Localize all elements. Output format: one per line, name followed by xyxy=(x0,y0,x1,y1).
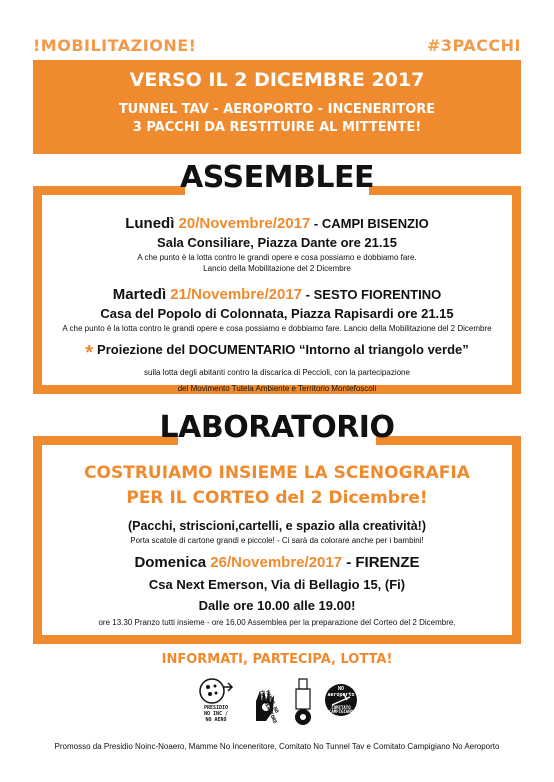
header-banner xyxy=(33,60,521,154)
event-2-day-number: 21 xyxy=(170,286,187,303)
event-2-sep-2: / xyxy=(264,286,269,303)
laboratorio-day: Domenica xyxy=(134,554,211,571)
logos-row xyxy=(190,677,370,727)
event-1-city: - CAMPI BISENZIO xyxy=(310,216,429,231)
event-1-day: Lunedì xyxy=(125,215,179,232)
event-1-note-2: Lancio della Mobilitazione del 2 Dicembre xyxy=(203,264,351,273)
event-1-year: 2017 xyxy=(276,215,311,232)
presidio-logo xyxy=(198,677,234,727)
event-2-note: A che punto è la lotta contro le grandi opere e cosa possiamo e dobbiamo fare. Lancio della Mobilitazione del 2 Dicembre xyxy=(62,324,492,333)
laboratorio-day-number: 26 xyxy=(210,554,227,571)
assemblee-title: ASSEMBLEE xyxy=(180,160,374,195)
mamme-logo-text: MAMME NO INCENERITORE xyxy=(257,689,280,725)
laboratorio-date xyxy=(42,554,512,571)
event-1-day-number: 20 xyxy=(178,215,196,232)
footer-promoters: Promosso da Presidio Noinc-Noaero, Mamme No Inceneritore, Comitato No Tunnel Tav e Comitato Campigiano No Aeroporto xyxy=(54,742,500,751)
assemblee-frame xyxy=(33,186,521,394)
tower-logo xyxy=(288,677,318,727)
asterisk-icon: * xyxy=(85,342,94,364)
laboratorio-panel xyxy=(42,445,512,635)
header-line-1: TUNNEL TAV - AEROPORTO - INCENERITORE xyxy=(118,102,436,117)
presidio-logo-text: PRESIDIO NO INC / NO AERO xyxy=(203,705,229,723)
projection-note-1: sulla lotta degli abitanti contro la discarica di Peccioli, con la partecipazione xyxy=(144,368,410,377)
laboratorio-note: ore 13.30 Pranzo tutti insieme - ore 16.00 Assemblea per la preparazione del Corteo del 2 Dicembre. xyxy=(98,618,456,627)
projection-title: Proiezione del DOCUMENTARIO “Intorno al triangolo verde” xyxy=(97,342,469,357)
no-aeroporto-logo-text: NO aeroporto xyxy=(327,686,355,698)
laboratorio-headline-2: PER IL CORTEO del 2 Dicembre! xyxy=(126,488,428,508)
mamme-logo xyxy=(246,681,286,727)
laboratorio-month: Novembre xyxy=(231,554,305,571)
laboratorio-sep-2: / xyxy=(304,554,309,571)
laboratorio-sep-1: / xyxy=(226,554,232,571)
event-1-note-1: A che punto è la lotta contro le grandi opere e cosa possiamo e dobbiamo fare. xyxy=(137,253,417,262)
event-1-place: Sala Consiliare, Piazza Dante ore 21.15 xyxy=(157,235,397,250)
hashtag-mobilitazione: !MOBILITAZIONE! xyxy=(33,36,197,55)
laboratorio-frame xyxy=(33,436,521,644)
event-2-place: Casa del Popolo di Colonnata, Piazza Rapisardi ore 21.15 xyxy=(100,306,454,321)
header-subtitle xyxy=(33,101,521,137)
laboratorio-title: LABORATORIO xyxy=(159,410,395,445)
event-1-sep-1: / xyxy=(195,215,200,232)
projection-note-2: del Movimento Tutela Ambiente e Territorio Montefoscoli xyxy=(177,384,377,393)
assemblee-panel xyxy=(42,195,512,393)
laboratorio-sub-note: Porta scatole di cartone grandi e piccole! - Ci sarà da colorare anche per i bambini! xyxy=(130,536,424,545)
event-1-month: Novembre xyxy=(199,215,273,232)
laboratorio-hours: Dalle ore 10.00 alle 19.00! xyxy=(198,598,356,613)
laboratorio-place: Csa Next Emerson, Via di Bellagio 15, (Fi) xyxy=(148,577,406,592)
event-2-sep-1: / xyxy=(186,286,192,303)
event-2-city: - SESTO FIORENTINO xyxy=(302,287,442,302)
no-aeroporto-logo-subtext: COMITATO CAMPIGIANO xyxy=(328,705,354,714)
event-1-date xyxy=(42,215,512,232)
header-title: VERSO IL 2 DICEMBRE 2017 xyxy=(129,69,425,91)
laboratorio-city: - FIRENZE xyxy=(342,554,420,571)
laboratorio-headline-1: COSTRUIAMO INSIEME LA SCENOGRAFIA xyxy=(84,463,470,483)
pizza-icon xyxy=(198,677,234,707)
laboratorio-year: 2017 xyxy=(308,554,343,571)
event-1-sep-2: / xyxy=(272,215,277,232)
event-2-month: Novembre xyxy=(191,286,265,303)
projection-line xyxy=(42,342,512,365)
motto: INFORMATI, PARTECIPA, LOTTA! xyxy=(161,652,393,667)
no-aeroporto-logo xyxy=(324,683,358,717)
event-2-year: 2017 xyxy=(268,286,303,303)
hashtag-3pacchi: #3PACCHI xyxy=(426,36,521,55)
laboratorio-subtitle: (Pacchi, striscioni,cartelli, e spazio alla creatività!) xyxy=(127,519,427,533)
event-2-date xyxy=(42,286,512,303)
tower-icon xyxy=(288,677,318,727)
header-line-2: 3 PACCHI DA RESTITUIRE AL MITTENTE! xyxy=(132,120,422,135)
event-2-day: Martedì xyxy=(112,286,171,303)
